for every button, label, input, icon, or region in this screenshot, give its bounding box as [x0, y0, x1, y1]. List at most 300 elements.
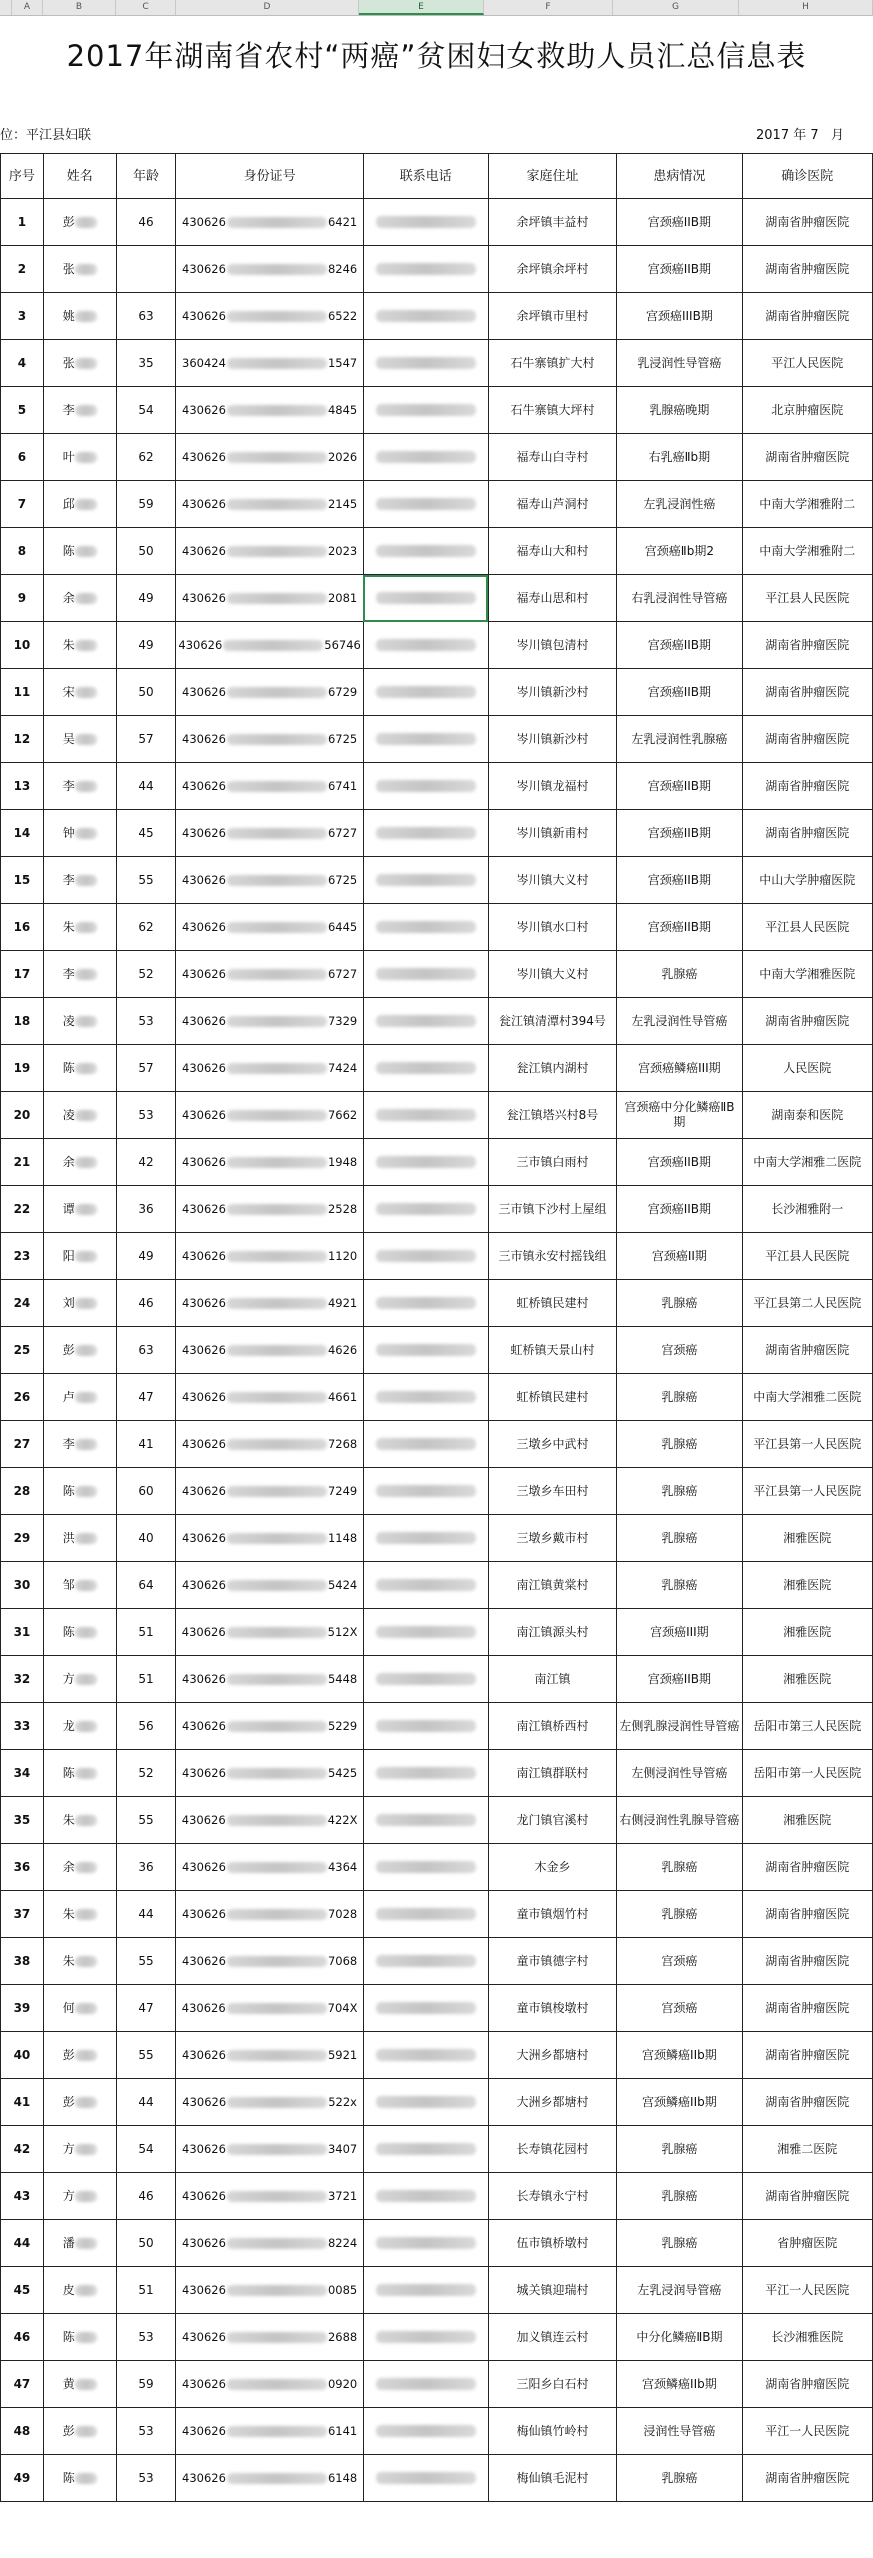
cell-phone[interactable]: [363, 2032, 488, 2079]
cell-name[interactable]: [43, 2314, 116, 2361]
cell-age[interactable]: 52: [116, 1750, 176, 1797]
cell-hospital[interactable]: 湖南省肿瘤医院: [742, 716, 872, 763]
cell-name[interactable]: [43, 1515, 116, 1562]
cell-id[interactable]: [176, 2032, 364, 2079]
cell-phone[interactable]: [363, 575, 488, 622]
cell-age[interactable]: 59: [116, 2361, 176, 2408]
cell-address[interactable]: 岑川镇包清村: [488, 622, 616, 669]
cell-hospital[interactable]: 平江县第二人民医院: [742, 1280, 872, 1327]
header-cell-name[interactable]: 姓名: [43, 154, 116, 199]
cell-address[interactable]: 童市镇德字村: [488, 1938, 616, 1985]
cell-no[interactable]: 10: [1, 622, 44, 669]
cell-age[interactable]: 55: [116, 857, 176, 904]
cell-phone[interactable]: [363, 1844, 488, 1891]
cell-phone[interactable]: [363, 481, 488, 528]
cell-no[interactable]: 18: [1, 998, 44, 1045]
cell-age[interactable]: 50: [116, 669, 176, 716]
cell-age[interactable]: 50: [116, 2220, 176, 2267]
column-header-g[interactable]: G: [613, 0, 739, 15]
cell-hospital[interactable]: 省肿瘤医院: [742, 2220, 872, 2267]
cell-age[interactable]: 46: [116, 2173, 176, 2220]
cell-id[interactable]: [176, 434, 364, 481]
cell-age[interactable]: 55: [116, 2032, 176, 2079]
cell-name[interactable]: [43, 1844, 116, 1891]
cell-address[interactable]: 龙门镇官溪村: [488, 1797, 616, 1844]
cell-age[interactable]: 49: [116, 622, 176, 669]
cell-id[interactable]: [176, 1562, 364, 1609]
cell-illness[interactable]: 宫颈癌IIB期: [617, 904, 742, 951]
cell-age[interactable]: 36: [116, 1186, 176, 1233]
cell-phone[interactable]: [363, 1092, 488, 1139]
cell-phone[interactable]: [363, 1045, 488, 1092]
header-cell-age[interactable]: 年龄: [116, 154, 176, 199]
cell-phone[interactable]: [363, 716, 488, 763]
cell-name[interactable]: [43, 481, 116, 528]
column-header-e[interactable]: E: [359, 0, 484, 15]
cell-no[interactable]: 2: [1, 246, 44, 293]
cell-age[interactable]: 52: [116, 951, 176, 998]
cell-address[interactable]: 福寿山思和村: [488, 575, 616, 622]
cell-id[interactable]: [176, 387, 364, 434]
cell-address[interactable]: 余坪镇丰益村: [488, 199, 616, 246]
cell-hospital[interactable]: 湖南省肿瘤医院: [742, 1327, 872, 1374]
cell-id[interactable]: [176, 1891, 364, 1938]
cell-name[interactable]: [43, 2455, 116, 2502]
cell-address[interactable]: 三市镇永安村摇钱组: [488, 1233, 616, 1280]
cell-illness[interactable]: 宫颈癌III期: [617, 1609, 742, 1656]
cell-address[interactable]: 梅仙镇竹岭村: [488, 2408, 616, 2455]
cell-age[interactable]: 46: [116, 1280, 176, 1327]
cell-hospital[interactable]: 湘雅医院: [742, 1797, 872, 1844]
cell-age[interactable]: 44: [116, 2079, 176, 2126]
cell-id[interactable]: [176, 1844, 364, 1891]
cell-name[interactable]: [43, 1938, 116, 1985]
cell-id[interactable]: [176, 246, 364, 293]
cell-illness[interactable]: 宫颈癌Ⅱb期2: [617, 528, 742, 575]
cell-no[interactable]: 6: [1, 434, 44, 481]
cell-phone[interactable]: [363, 622, 488, 669]
cell-address[interactable]: 福寿山白寺村: [488, 434, 616, 481]
cell-age[interactable]: 57: [116, 1045, 176, 1092]
cell-hospital[interactable]: 人民医院: [742, 1045, 872, 1092]
cell-name[interactable]: [43, 2173, 116, 2220]
cell-no[interactable]: 36: [1, 1844, 44, 1891]
cell-no[interactable]: 49: [1, 2455, 44, 2502]
cell-no[interactable]: 8: [1, 528, 44, 575]
cell-address[interactable]: 三市镇白雨村: [488, 1139, 616, 1186]
cell-illness[interactable]: 乳腺癌: [617, 2220, 742, 2267]
cell-illness[interactable]: 宫颈癌: [617, 1985, 742, 2032]
cell-no[interactable]: 34: [1, 1750, 44, 1797]
cell-no[interactable]: 3: [1, 293, 44, 340]
cell-age[interactable]: 44: [116, 763, 176, 810]
cell-id[interactable]: [176, 763, 364, 810]
cell-id[interactable]: [176, 340, 364, 387]
cell-hospital[interactable]: 湖南省肿瘤医院: [742, 199, 872, 246]
cell-illness[interactable]: 乳腺癌: [617, 1421, 742, 1468]
cell-name[interactable]: [43, 2032, 116, 2079]
cell-age[interactable]: 53: [116, 2314, 176, 2361]
cell-phone[interactable]: [363, 2455, 488, 2502]
cell-no[interactable]: 12: [1, 716, 44, 763]
cell-id[interactable]: [176, 1092, 364, 1139]
cell-id[interactable]: [176, 1045, 364, 1092]
cell-no[interactable]: 44: [1, 2220, 44, 2267]
cell-address[interactable]: 童市镇梭墩村: [488, 1985, 616, 2032]
cell-illness[interactable]: 左侧乳腺浸润性导管癌: [617, 1703, 742, 1750]
cell-age[interactable]: 51: [116, 1609, 176, 1656]
cell-illness[interactable]: 右乳浸润性导管癌: [617, 575, 742, 622]
cell-hospital[interactable]: 湖南省肿瘤医院: [742, 622, 872, 669]
cell-no[interactable]: 21: [1, 1139, 44, 1186]
cell-age[interactable]: 49: [116, 1233, 176, 1280]
cell-name[interactable]: [43, 1750, 116, 1797]
header-cell-id[interactable]: 身份证号: [176, 154, 364, 199]
cell-address[interactable]: 虹桥镇民建村: [488, 1374, 616, 1421]
cell-id[interactable]: [176, 1797, 364, 1844]
cell-name[interactable]: [43, 2361, 116, 2408]
cell-hospital[interactable]: 平江县第一人民医院: [742, 1468, 872, 1515]
cell-name[interactable]: [43, 1609, 116, 1656]
cell-id[interactable]: [176, 1186, 364, 1233]
cell-phone[interactable]: [363, 1562, 488, 1609]
cell-phone[interactable]: [363, 434, 488, 481]
cell-id[interactable]: [176, 904, 364, 951]
cell-hospital[interactable]: 平江县人民医院: [742, 575, 872, 622]
cell-id[interactable]: [176, 857, 364, 904]
cell-address[interactable]: 石牛寨镇扩大村: [488, 340, 616, 387]
cell-phone[interactable]: [363, 340, 488, 387]
cell-name[interactable]: [43, 1656, 116, 1703]
cell-phone[interactable]: [363, 387, 488, 434]
cell-age[interactable]: 63: [116, 293, 176, 340]
cell-illness[interactable]: 宫颈癌IIB期: [617, 246, 742, 293]
cell-name[interactable]: [43, 1562, 116, 1609]
cell-illness[interactable]: 宫颈癌II期: [617, 1233, 742, 1280]
cell-no[interactable]: 38: [1, 1938, 44, 1985]
cell-id[interactable]: [176, 1327, 364, 1374]
column-header-a[interactable]: A: [12, 0, 43, 15]
cell-no[interactable]: 29: [1, 1515, 44, 1562]
cell-hospital[interactable]: 平江县第一人民医院: [742, 1421, 872, 1468]
cell-phone[interactable]: [363, 2267, 488, 2314]
cell-hospital[interactable]: 湖南省肿瘤医院: [742, 998, 872, 1045]
cell-id[interactable]: [176, 2408, 364, 2455]
cell-illness[interactable]: 宫颈癌IIB期: [617, 1139, 742, 1186]
cell-phone[interactable]: [363, 857, 488, 904]
cell-no[interactable]: 5: [1, 387, 44, 434]
cell-address[interactable]: 岑川镇大义村: [488, 951, 616, 998]
cell-name[interactable]: [43, 1233, 116, 1280]
cell-illness[interactable]: 左乳浸润性癌: [617, 481, 742, 528]
cell-address[interactable]: 南江镇源头村: [488, 1609, 616, 1656]
cell-hospital[interactable]: 湖南省肿瘤医院: [742, 1938, 872, 1985]
cell-hospital[interactable]: 湖南省肿瘤医院: [742, 2455, 872, 2502]
cell-age[interactable]: 53: [116, 2408, 176, 2455]
cell-hospital[interactable]: 湖南省肿瘤医院: [742, 293, 872, 340]
cell-age[interactable]: 51: [116, 2267, 176, 2314]
cell-name[interactable]: [43, 951, 116, 998]
cell-address[interactable]: 瓮江镇内湖村: [488, 1045, 616, 1092]
cell-age[interactable]: 44: [116, 1891, 176, 1938]
header-cell-no[interactable]: 序号: [1, 154, 44, 199]
cell-no[interactable]: 23: [1, 1233, 44, 1280]
cell-illness[interactable]: 左乳浸润性乳腺癌: [617, 716, 742, 763]
cell-name[interactable]: [43, 1374, 116, 1421]
cell-hospital[interactable]: 湖南省肿瘤医院: [742, 1985, 872, 2032]
cell-phone[interactable]: [363, 1280, 488, 1327]
cell-name[interactable]: [43, 810, 116, 857]
cell-age[interactable]: 46: [116, 199, 176, 246]
cell-id[interactable]: [176, 2314, 364, 2361]
cell-hospital[interactable]: 湘雅二医院: [742, 2126, 872, 2173]
cell-id[interactable]: [176, 1421, 364, 1468]
cell-address[interactable]: 南江镇黄棠村: [488, 1562, 616, 1609]
cell-id[interactable]: [176, 2361, 364, 2408]
cell-name[interactable]: [43, 716, 116, 763]
cell-age[interactable]: 50: [116, 528, 176, 575]
cell-no[interactable]: 24: [1, 1280, 44, 1327]
cell-phone[interactable]: [363, 1421, 488, 1468]
cell-illness[interactable]: 乳腺癌: [617, 1374, 742, 1421]
cell-phone[interactable]: [363, 1703, 488, 1750]
cell-age[interactable]: 59: [116, 481, 176, 528]
cell-illness[interactable]: 中分化鳞癌ⅡB期: [617, 2314, 742, 2361]
cell-age[interactable]: 40: [116, 1515, 176, 1562]
header-cell-address[interactable]: 家庭住址: [488, 154, 616, 199]
cell-address[interactable]: 伍市镇桥墩村: [488, 2220, 616, 2267]
cell-phone[interactable]: [363, 763, 488, 810]
cell-illness[interactable]: 乳腺癌: [617, 1844, 742, 1891]
cell-name[interactable]: [43, 575, 116, 622]
cell-age[interactable]: 55: [116, 1797, 176, 1844]
cell-phone[interactable]: [363, 1515, 488, 1562]
cell-illness[interactable]: 宫颈鳞癌IIb期: [617, 2361, 742, 2408]
cell-id[interactable]: [176, 1233, 364, 1280]
cell-hospital[interactable]: 湖南省肿瘤医院: [742, 810, 872, 857]
cell-name[interactable]: [43, 340, 116, 387]
cell-no[interactable]: 20: [1, 1092, 44, 1139]
cell-hospital[interactable]: 平江县人民医院: [742, 1233, 872, 1280]
cell-phone[interactable]: [363, 2314, 488, 2361]
cell-address[interactable]: 南江镇: [488, 1656, 616, 1703]
cell-name[interactable]: [43, 669, 116, 716]
cell-age[interactable]: 45: [116, 810, 176, 857]
cell-illness[interactable]: 乳腺癌: [617, 2173, 742, 2220]
cell-age[interactable]: 47: [116, 1374, 176, 1421]
cell-no[interactable]: 7: [1, 481, 44, 528]
cell-id[interactable]: [176, 1609, 364, 1656]
cell-name[interactable]: [43, 434, 116, 481]
cell-no[interactable]: 42: [1, 2126, 44, 2173]
cell-no[interactable]: 40: [1, 2032, 44, 2079]
cell-address[interactable]: 三墩乡车田村: [488, 1468, 616, 1515]
cell-hospital[interactable]: 湖南省肿瘤医院: [742, 2173, 872, 2220]
cell-address[interactable]: 岑川镇新沙村: [488, 716, 616, 763]
cell-address[interactable]: 福寿山大和村: [488, 528, 616, 575]
cell-age[interactable]: 56: [116, 1703, 176, 1750]
cell-illness[interactable]: 宫颈癌IIB期: [617, 669, 742, 716]
cell-hospital[interactable]: 北京肿瘤医院: [742, 387, 872, 434]
cell-age[interactable]: 53: [116, 1092, 176, 1139]
cell-hospital[interactable]: 平江一人民医院: [742, 2408, 872, 2455]
cell-illness[interactable]: 乳腺癌: [617, 1468, 742, 1515]
cell-id[interactable]: [176, 2079, 364, 2126]
cell-no[interactable]: 43: [1, 2173, 44, 2220]
cell-address[interactable]: 南江镇群联村: [488, 1750, 616, 1797]
cell-name[interactable]: [43, 763, 116, 810]
cell-age[interactable]: 49: [116, 575, 176, 622]
cell-illness[interactable]: 宫颈鳞癌IIb期: [617, 2032, 742, 2079]
cell-age[interactable]: [116, 246, 176, 293]
cell-phone[interactable]: [363, 1938, 488, 1985]
cell-no[interactable]: 26: [1, 1374, 44, 1421]
cell-no[interactable]: 17: [1, 951, 44, 998]
cell-address[interactable]: 长寿镇永宁村: [488, 2173, 616, 2220]
cell-address[interactable]: 大洲乡都塘村: [488, 2032, 616, 2079]
cell-address[interactable]: 木金乡: [488, 1844, 616, 1891]
cell-illness[interactable]: 宫颈癌鳞癌III期: [617, 1045, 742, 1092]
cell-address[interactable]: 岑川镇新甫村: [488, 810, 616, 857]
cell-phone[interactable]: [363, 246, 488, 293]
cell-no[interactable]: 45: [1, 2267, 44, 2314]
column-header-f[interactable]: F: [484, 0, 613, 15]
cell-illness[interactable]: 乳腺癌: [617, 2126, 742, 2173]
cell-phone[interactable]: [363, 1374, 488, 1421]
cell-id[interactable]: [176, 622, 364, 669]
cell-age[interactable]: 53: [116, 2455, 176, 2502]
cell-phone[interactable]: [363, 1468, 488, 1515]
cell-phone[interactable]: [363, 1139, 488, 1186]
cell-age[interactable]: 54: [116, 2126, 176, 2173]
cell-illness[interactable]: 左乳浸润导管癌: [617, 2267, 742, 2314]
cell-address[interactable]: 瓮江镇清潭村394号: [488, 998, 616, 1045]
cell-id[interactable]: [176, 1750, 364, 1797]
cell-age[interactable]: 62: [116, 434, 176, 481]
cell-hospital[interactable]: 湖南省肿瘤医院: [742, 434, 872, 481]
cell-no[interactable]: 37: [1, 1891, 44, 1938]
cell-age[interactable]: 63: [116, 1327, 176, 1374]
cell-illness[interactable]: 乳腺癌: [617, 1280, 742, 1327]
cell-name[interactable]: [43, 2267, 116, 2314]
cell-name[interactable]: [43, 528, 116, 575]
cell-phone[interactable]: [363, 1186, 488, 1233]
cell-name[interactable]: [43, 2079, 116, 2126]
cell-id[interactable]: [176, 1280, 364, 1327]
header-cell-phone[interactable]: 联系电话: [363, 154, 488, 199]
cell-name[interactable]: [43, 1327, 116, 1374]
cell-illness[interactable]: 右侧浸润性乳腺导管癌: [617, 1797, 742, 1844]
cell-age[interactable]: 53: [116, 998, 176, 1045]
cell-address[interactable]: 梅仙镇毛泥村: [488, 2455, 616, 2502]
cell-no[interactable]: 39: [1, 1985, 44, 2032]
cell-phone[interactable]: [363, 1750, 488, 1797]
cell-illness[interactable]: 宫颈癌IIB期: [617, 1186, 742, 1233]
cell-phone[interactable]: [363, 2126, 488, 2173]
cell-no[interactable]: 30: [1, 1562, 44, 1609]
cell-address[interactable]: 石牛寨镇大坪村: [488, 387, 616, 434]
cell-hospital[interactable]: 岳阳市第三人民医院: [742, 1703, 872, 1750]
cell-phone[interactable]: [363, 2173, 488, 2220]
cell-no[interactable]: 28: [1, 1468, 44, 1515]
cell-illness[interactable]: 宫颈癌: [617, 1327, 742, 1374]
cell-id[interactable]: [176, 1938, 364, 1985]
cell-age[interactable]: 54: [116, 387, 176, 434]
cell-hospital[interactable]: 中南大学湘雅附二: [742, 528, 872, 575]
cell-age[interactable]: 62: [116, 904, 176, 951]
cell-hospital[interactable]: 长沙湘雅附一: [742, 1186, 872, 1233]
cell-phone[interactable]: [363, 1891, 488, 1938]
cell-hospital[interactable]: 湖南省肿瘤医院: [742, 669, 872, 716]
cell-phone[interactable]: [363, 1609, 488, 1656]
cell-address[interactable]: 岑川镇新沙村: [488, 669, 616, 716]
cell-hospital[interactable]: 湖南省肿瘤医院: [742, 2032, 872, 2079]
cell-illness[interactable]: 宫颈癌IIB期: [617, 199, 742, 246]
cell-no[interactable]: 35: [1, 1797, 44, 1844]
cell-hospital[interactable]: 湖南省肿瘤医院: [742, 1891, 872, 1938]
cell-no[interactable]: 13: [1, 763, 44, 810]
cell-illness[interactable]: 宫颈癌中分化鳞癌ⅡB期: [617, 1092, 742, 1139]
cell-id[interactable]: [176, 2126, 364, 2173]
cell-illness[interactable]: 右乳癌Ⅱb期: [617, 434, 742, 481]
cell-id[interactable]: [176, 2173, 364, 2220]
cell-no[interactable]: 32: [1, 1656, 44, 1703]
cell-address[interactable]: 虹桥镇民建村: [488, 1280, 616, 1327]
cell-hospital[interactable]: 湖南省肿瘤医院: [742, 2361, 872, 2408]
cell-name[interactable]: [43, 1280, 116, 1327]
cell-no[interactable]: 19: [1, 1045, 44, 1092]
cell-phone[interactable]: [363, 669, 488, 716]
cell-address[interactable]: 童市镇烟竹村: [488, 1891, 616, 1938]
cell-id[interactable]: [176, 575, 364, 622]
cell-hospital[interactable]: 中南大学湘雅医院: [742, 951, 872, 998]
cell-name[interactable]: [43, 199, 116, 246]
cell-illness[interactable]: 乳腺癌: [617, 1562, 742, 1609]
cell-age[interactable]: 55: [116, 1938, 176, 1985]
cell-id[interactable]: [176, 716, 364, 763]
cell-no[interactable]: 27: [1, 1421, 44, 1468]
cell-id[interactable]: [176, 1515, 364, 1562]
cell-illness[interactable]: 宫颈鳞癌IIb期: [617, 2079, 742, 2126]
cell-hospital[interactable]: 中南大学湘雅二医院: [742, 1139, 872, 1186]
corner-select-all[interactable]: [0, 0, 12, 15]
cell-age[interactable]: 35: [116, 340, 176, 387]
cell-age[interactable]: 60: [116, 1468, 176, 1515]
cell-illness[interactable]: 宫颈癌: [617, 1938, 742, 1985]
cell-no[interactable]: 46: [1, 2314, 44, 2361]
cell-illness[interactable]: 宫颈癌IIB期: [617, 763, 742, 810]
column-header-d[interactable]: D: [176, 0, 359, 15]
cell-phone[interactable]: [363, 1327, 488, 1374]
cell-phone[interactable]: [363, 1656, 488, 1703]
cell-name[interactable]: [43, 1468, 116, 1515]
cell-name[interactable]: [43, 2126, 116, 2173]
cell-id[interactable]: [176, 951, 364, 998]
cell-name[interactable]: [43, 246, 116, 293]
cell-illness[interactable]: 宫颈癌IIB期: [617, 810, 742, 857]
cell-id[interactable]: [176, 1374, 364, 1421]
cell-hospital[interactable]: 湘雅医院: [742, 1562, 872, 1609]
cell-age[interactable]: 42: [116, 1139, 176, 1186]
cell-hospital[interactable]: 平江一人民医院: [742, 2267, 872, 2314]
cell-address[interactable]: 加义镇连云村: [488, 2314, 616, 2361]
column-header-h[interactable]: H: [739, 0, 873, 15]
cell-no[interactable]: 25: [1, 1327, 44, 1374]
cell-name[interactable]: [43, 857, 116, 904]
cell-hospital[interactable]: 中南大学湘雅二医院: [742, 1374, 872, 1421]
cell-address[interactable]: 岑川镇大义村: [488, 857, 616, 904]
cell-no[interactable]: 15: [1, 857, 44, 904]
